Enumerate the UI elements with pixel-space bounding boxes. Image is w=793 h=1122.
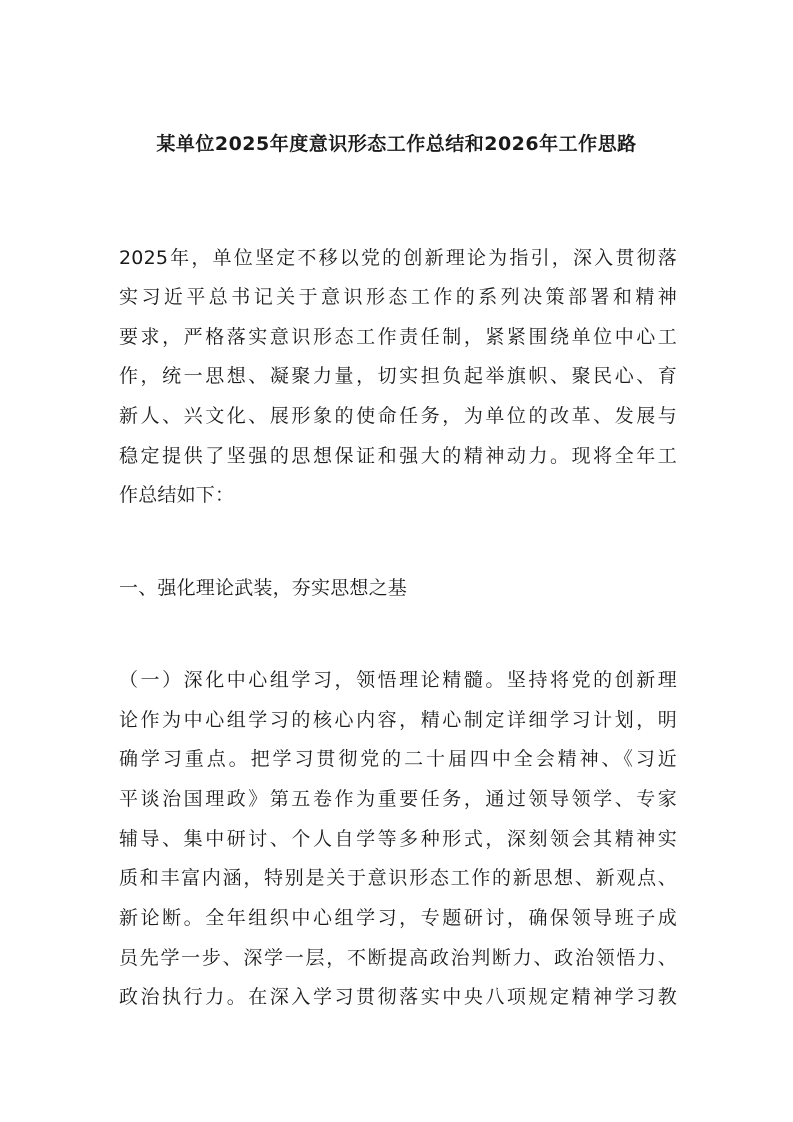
intro-line: 稳定提供了坚强的思想保证和强大的精神动力。现将全年工 xyxy=(119,445,677,467)
intro-line: 新人、兴文化、展形象的使命任务，为单位的改革、发展与 xyxy=(119,405,677,427)
paragraph-line: 确学习重点。把学习贯彻党的二十届四中全会精神、《习近 xyxy=(119,748,677,770)
paragraph-line: （一）深化中心组学习，领悟理论精髓。坚持将党的创新理 xyxy=(119,669,677,691)
intro-line: 要求，严格落实意识形态工作责任制，紧紧围绕单位中心工 xyxy=(119,326,677,348)
paragraph-line: 辅导、集中研讨、个人自学等多种形式，深刻领会其精神实 xyxy=(119,828,677,850)
paragraph-line: 质和丰富内涵，特别是关于意识形态工作的新思想、新观点、 xyxy=(119,867,677,889)
intro-line: 作，统一思想、凝聚力量，切实担负起举旗帜、聚民心、育 xyxy=(119,365,677,387)
intro-line: 2025年，单位坚定不移以党的创新理论为指引，深入贯彻落 xyxy=(119,247,677,269)
paragraph-line: 平谈治国理政》第五卷作为重要任务，通过领导领学、专家 xyxy=(119,788,677,810)
paragraph-line: 论作为中心组学习的核心内容，精心制定详细学习计划，明 xyxy=(119,709,677,731)
intro-line: 作总结如下： xyxy=(119,484,235,506)
intro-line: 实习近平总书记关于意识形态工作的系列决策部署和精神 xyxy=(119,286,677,308)
paragraph-line: 政治执行力。在深入学习贯彻落实中央八项规定精神学习教 xyxy=(119,986,677,1008)
paragraph-line: 员先学一步、深学一层，不断提高政治判断力、政治领悟力、 xyxy=(119,947,677,969)
document-title: 某单位2025年度意识形态工作总结和2026年工作思路 xyxy=(156,133,637,155)
section-heading: 一、强化理论武装，夯实思想之基 xyxy=(119,577,408,599)
paragraph-line: 新论断。全年组织中心组学习，专题研讨，确保领导班子成 xyxy=(119,907,677,929)
